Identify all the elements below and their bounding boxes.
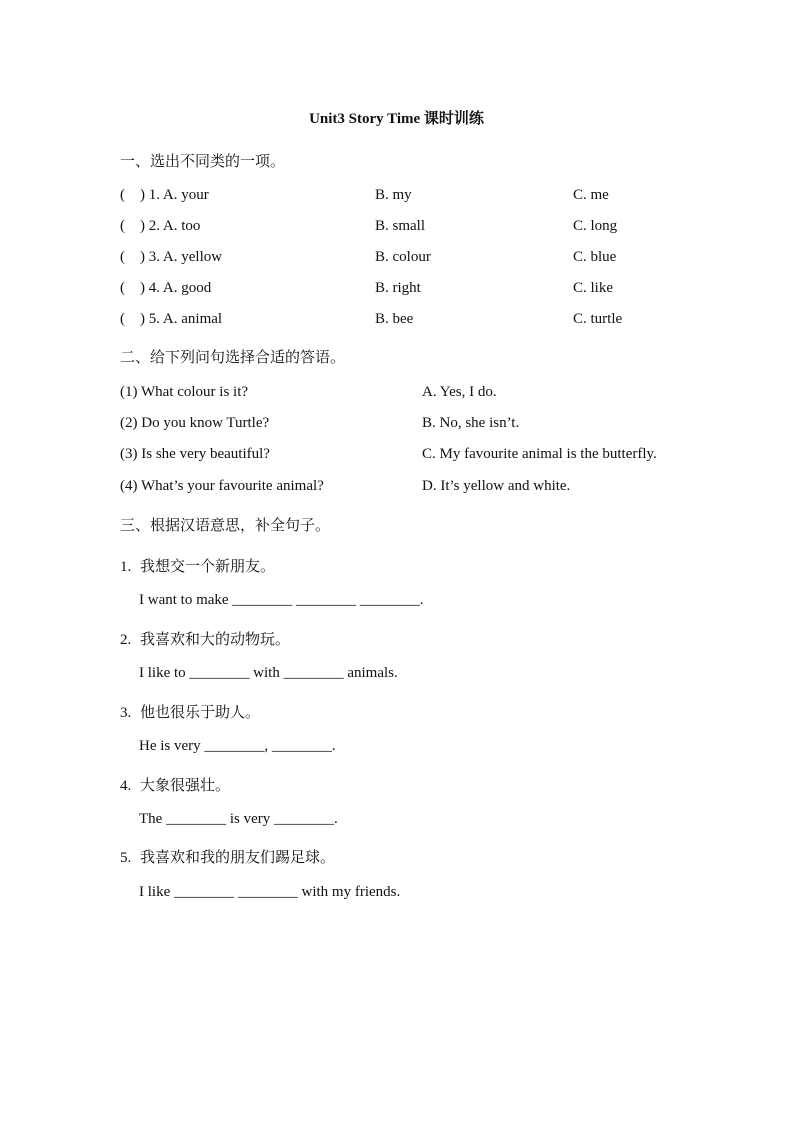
- translation-prompt: [120, 774, 230, 795]
- chinese-sentence: 他也很乐于助人。: [140, 703, 261, 721]
- choice-question: ( ) 4. A. good: [120, 280, 212, 296]
- choice-option-c: C. long: [573, 218, 618, 234]
- match-question: (1) What colour is it?: [120, 384, 249, 400]
- choice-question: ( ) 1. A. your: [120, 187, 209, 203]
- choice-option-b: B. bee: [375, 311, 414, 327]
- english-blank-sentence: I like to ________ with ________ animals.: [139, 665, 398, 681]
- translation-prompt: [120, 628, 290, 649]
- chinese-sentence: 大象很强壮。: [140, 776, 231, 794]
- choice-option-b: B. colour: [375, 249, 431, 265]
- english-blank-sentence: I like ________ ________ with my friends.: [139, 884, 401, 900]
- chinese-sentence: 我喜欢和我的朋友们踢足球。: [140, 848, 336, 866]
- page-title: Unit3 Story Time 课时训练: [309, 111, 484, 127]
- choice-question: ( ) 2. A. too: [120, 218, 201, 234]
- chinese-sentence: 我喜欢和大的动物玩。: [140, 630, 291, 648]
- choice-option-c: C. turtle: [573, 311, 623, 327]
- choice-option-b: B. small: [375, 218, 426, 234]
- match-answer: A. Yes, I do.: [422, 384, 497, 400]
- item-number: 5.: [120, 850, 132, 866]
- item-number: 2.: [120, 632, 132, 648]
- match-answer: D. It’s yellow and white.: [422, 478, 571, 494]
- match-question: (2) Do you know Turtle?: [120, 415, 270, 431]
- choice-option-b: B. right: [375, 280, 421, 296]
- match-question: (4) What’s your favourite animal?: [120, 478, 324, 494]
- section-heading-1: 一、选出不同类的一项。: [120, 152, 286, 170]
- choice-question: ( ) 3. A. yellow: [120, 249, 223, 265]
- english-blank-sentence: The ________ is very ________.: [139, 811, 338, 827]
- translation-prompt: [120, 555, 275, 576]
- item-number: 3.: [120, 705, 132, 721]
- section-heading-2: 二、给下列问句选择合适的答语。: [120, 348, 346, 366]
- choice-question: ( ) 5. A. animal: [120, 311, 223, 327]
- section-heading-3: 三、根据汉语意思，补全句子。: [120, 516, 331, 534]
- item-number: 1.: [120, 559, 132, 575]
- choice-option-c: C. blue: [573, 249, 617, 265]
- item-number: 4.: [120, 778, 132, 794]
- match-question: (3) Is she very beautiful?: [120, 446, 270, 462]
- choice-option-c: C. me: [573, 187, 609, 203]
- match-answer: C. My favourite animal is the butterfly.: [422, 446, 657, 462]
- translation-prompt: [120, 846, 335, 867]
- choice-option-c: C. like: [573, 280, 613, 296]
- english-blank-sentence: He is very ________, ________.: [139, 738, 336, 754]
- choice-option-b: B. my: [375, 187, 412, 203]
- chinese-sentence: 我想交一个新朋友。: [140, 557, 276, 575]
- translation-prompt: [120, 701, 260, 722]
- match-answer: B. No, she isn’t.: [422, 415, 520, 431]
- english-blank-sentence: I want to make ________ ________ ________.: [139, 592, 424, 608]
